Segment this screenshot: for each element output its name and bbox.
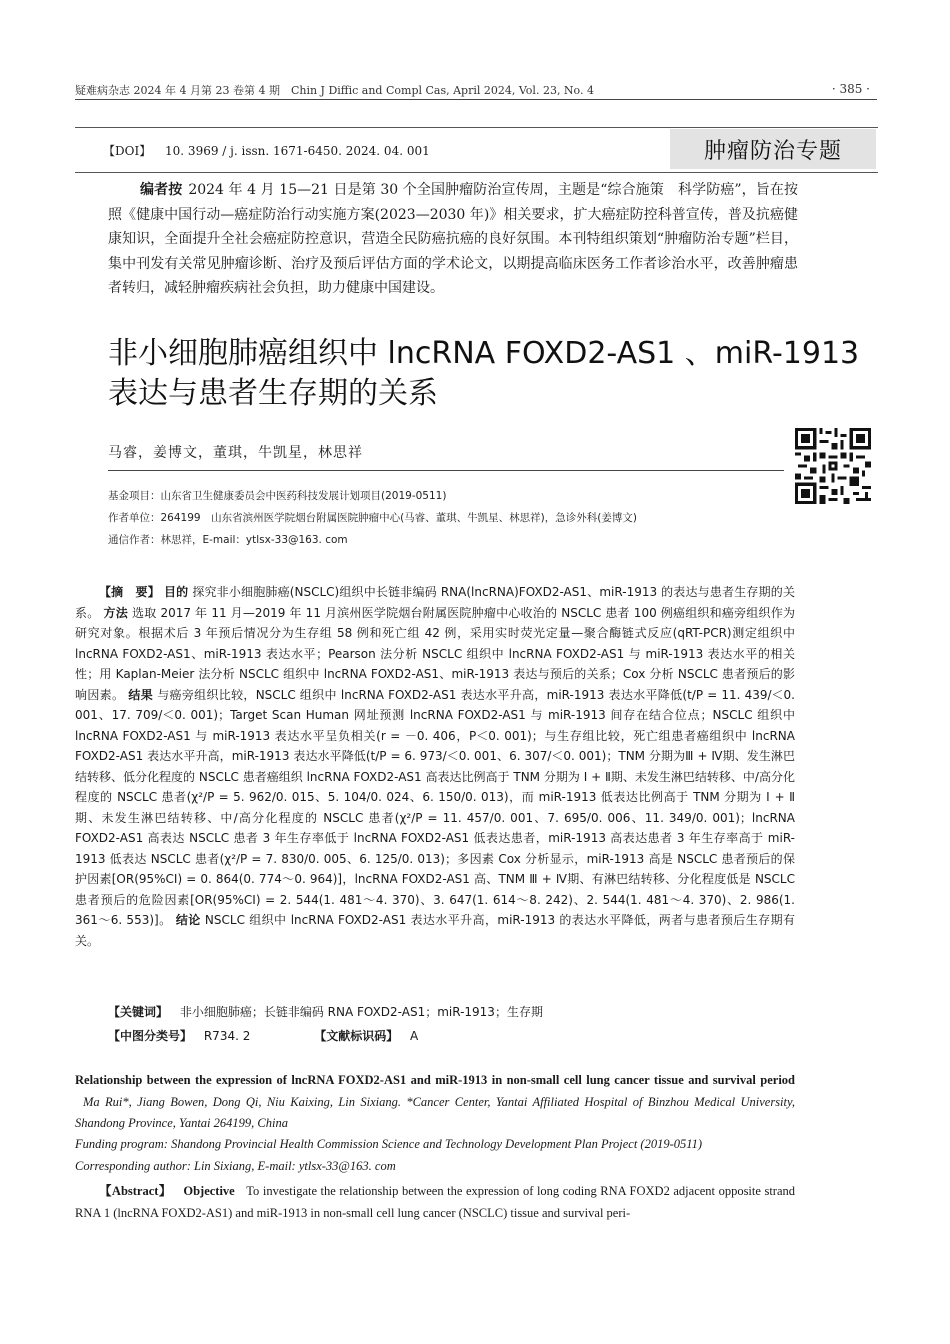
correspondence-info[interactable]: 通信作者：林思祥，E-mail：ytlsx-33@163. com <box>108 534 348 546</box>
method-text: 选取 2017 年 11 月—2019 年 11 月滨州医学院烟台附属医院肿瘤中心收治的 NSCLC 患者 100 例癌组织和癌旁组织作为研究对象。根据术后 3 年预后情况分为生存组 58 例和死亡组 42 例，采用实时荧光定量—聚合酶链式反应(qRT-PCR)测定组织中 lncRNA FOXD2-AS1、miR-1913 表达水平；Pearson 法分析 NSCLC 组织中 lncRNA FOXD2-AS1 与 miR-1913 表达水平的相关性；用 Kaplan-Meier 法分析 NSCLC 组织中 lncRNA FOXD2-AS1、miR-1913 表达与预后的关系；Cox 分析 NSCLC 患者预后的影响因素。 <box>75 605 795 702</box>
english-authors-affiliation: Ma Rui*, Jiang Bowen, Dong Qi, Niu Kaixing, Lin Sixiang. *Cancer Center, Yantai Affiliated Hospital of Binzhou Medical University, Shandong Province, Yantai 264199, China <box>75 1094 795 1130</box>
editor-note-text: 2024 年 4 月 15—21 日是第 30 个全国肿瘤防治宣传周，主题是“综合施策 科学防癌”，旨在按照《健康中国行动—癌症防治行动实施方案(2023—2030 年)》相关要求，扩大癌症防控科普宣传，普及抗癌健康知识，全面提升全社会癌症防控意识，营造全民防癌抗癌的良好氛围。本刊特组织策划“肿瘤防治专题”栏目，集中刊发有关常见肿瘤诊断、治疗及预后评估方面的学术论文，以期提高临床医务工作者诊治水平，改善肿瘤患者转归，减轻肿瘤疾病社会负担，助力健康中国建设。 <box>108 182 799 296</box>
abstract-cn <box>75 582 795 951</box>
clc-label: 【中图分类号】 <box>108 1029 193 1043</box>
keywords-text: 非小细胞肺癌；长链非编码 RNA FOXD2-AS1；miR-1913；生存期 <box>179 1005 543 1019</box>
affiliation-info: 作者单位：264199 山东省滨州医学院烟台附属医院肿瘤中心(马睿、董琪、牛凯星、林思祥)，急诊外科(姜博文) <box>108 512 637 524</box>
conclusion-label: 结论 <box>175 913 201 927</box>
english-title-block <box>75 1070 795 1135</box>
classification <box>108 1027 418 1044</box>
english-funding: Funding program: Shandong Provincial Health Commission Science and Technology Development Plan Project (2019-0511) <box>75 1137 702 1151</box>
doi-line <box>103 142 430 159</box>
doi-label: 【DOI】 <box>103 144 152 158</box>
english-objective-text: To investigate the relationship between the expression of long coding RNA FOXD2 adjacent opposite strand RNA 1 (lncRNA FOXD2-AS1) and miR-1913 in non-small cell lung cancer (NSCLC) tissue and survival peri- <box>75 1184 796 1220</box>
objective-label: 目的 <box>163 585 189 599</box>
keywords <box>108 1003 543 1020</box>
header-divider <box>75 99 877 100</box>
english-title: Relationship between the expression of lncRNA FOXD2-AS1 and miR-1913 in non-small cell lung cancer tissue and survival period <box>75 1073 795 1087</box>
qr-code-icon[interactable] <box>795 428 871 504</box>
article-title-line1: 非小细胞肺癌组织中 lncRNA FOXD2-AS1 、miR-1913 <box>108 336 860 371</box>
article-title <box>108 334 868 414</box>
page-number: · 385 · <box>831 82 870 96</box>
editor-note <box>108 178 798 301</box>
running-header: 疑难病杂志 2024 年 4 月第 23 卷第 4 期 Chin J Diffic and Compl Cas, April 2024, Vol. 23, No. 4 <box>75 84 594 97</box>
clc-value: R734. 2 <box>203 1029 251 1043</box>
conclusion-text: NSCLC 组织中 lncRNA FOXD2-AS1 表达水平升高，miR-1913 的表达水平降低，两者与患者预后生存期有关。 <box>75 913 796 948</box>
abstract-label: 【摘 要】 <box>99 585 160 599</box>
article-title-line2: 表达与患者生存期的关系 <box>108 376 438 411</box>
doc-code-value: A <box>410 1029 419 1043</box>
english-corresponding[interactable]: Corresponding author: Lin Sixiang, E-mail: ytlsx-33@163. com <box>75 1159 396 1173</box>
editor-note-label: 编者按 <box>140 182 183 198</box>
keywords-label: 【关键词】 <box>108 1005 169 1019</box>
authors-divider <box>108 470 784 471</box>
english-abstract <box>75 1180 795 1224</box>
doi-value[interactable]: 10. 3969 / j. issn. 1671-6450. 2024. 04. 001 <box>165 144 430 158</box>
doc-code-label: 【文献标识码】 <box>314 1029 399 1043</box>
fund-info: 基金项目：山东省卫生健康委员会中医药科技发展计划项目(2019-0511) <box>108 490 447 502</box>
authors: 马睿，姜博文，董琪，牛凯星，林思祥 <box>108 445 363 461</box>
objective-text: 探究非小细胞肺癌(NSCLC)组织中长链非编码 RNA(lncRNA)FOXD2-AS1、miR-1913 的表达与患者生存期的关系。 <box>75 585 795 620</box>
column-tag: 肿瘤防治专题 <box>670 129 876 169</box>
result-text: 与癌旁组织比较，NSCLC 组织中 lncRNA FOXD2-AS1 表达水平升高，miR-1913 表达水平降低(t/P = 11. 439/＜0. 001、17. 709/＜0. 001)；Target Scan Human 网址预测 lncRNA FOXD2-AS1 与 miR-1913 间存在结合位点；NSCLC 组织中 lncRNA FOXD2-AS1 与 miR-1913 表达水平呈负相关(r = －0. 406，P＜0. 001)；与生存组比较，死亡组患者癌组织中 lncRNA FOXD2-AS1 表达水平升高，miR-1913 表达水平降低(t/P = 6. 973/＜0. 001、6. 307/＜0. 001)；TNM 分期为Ⅲ + Ⅳ期、发生淋巴结转移、低分化程度的 NSCLC 患者癌组织 lncRNA FOXD2-AS1 高表达比例高于 TNM 分期为 Ⅰ + Ⅱ期、未发生淋巴结转移、中/高分化程度的 NSCLC 患者(χ²/P = 5. 962/0. 015、5. 104/0. 024、6. 150/0. 013)，而 miR-1913 低表达比例高于 TNM 分期为 Ⅰ + Ⅱ期、未发生淋巴结转移、中/高分化程度的 NSCLC 患者(χ²/P = 11. 457/0. 001、7. 695/0. 006、11. 349/0. 001)；lncRNA FOXD2-AS1 高表达 NSCLC 患者 3 年生存率低于 lncRNA FOXD2-AS1 低表达患者，miR-1913 高表达患者 3 年生存率高于 miR-1913 低表达 NSCLC 患者(χ²/P = 7. 830/0. 005、6. 125/0. 013)；多因素 Cox 分析显示，miR-1913 高是 NSCLC 患者预后的保护因素[OR(95%CI) = 0. 864(0. 774～0. 964)]，lncRNA FOXD2-AS1 高、TNM Ⅲ + Ⅳ期、有淋巴结转移、分化程度低是 NSCLC 患者预后的危险因素[OR(95%CI) = 2. 544(1. 481～4. 370)、3. 647(1. 614～8. 242)、2. 544(1. 481～4. 370)、2. 986(1. 361～6. 553)]。 <box>75 687 795 927</box>
method-label: 方法 <box>103 605 128 620</box>
english-objective-label: Objective <box>183 1184 235 1198</box>
english-abstract-label: 【Abstract】 <box>99 1184 172 1198</box>
result-label: 结果 <box>128 687 154 702</box>
